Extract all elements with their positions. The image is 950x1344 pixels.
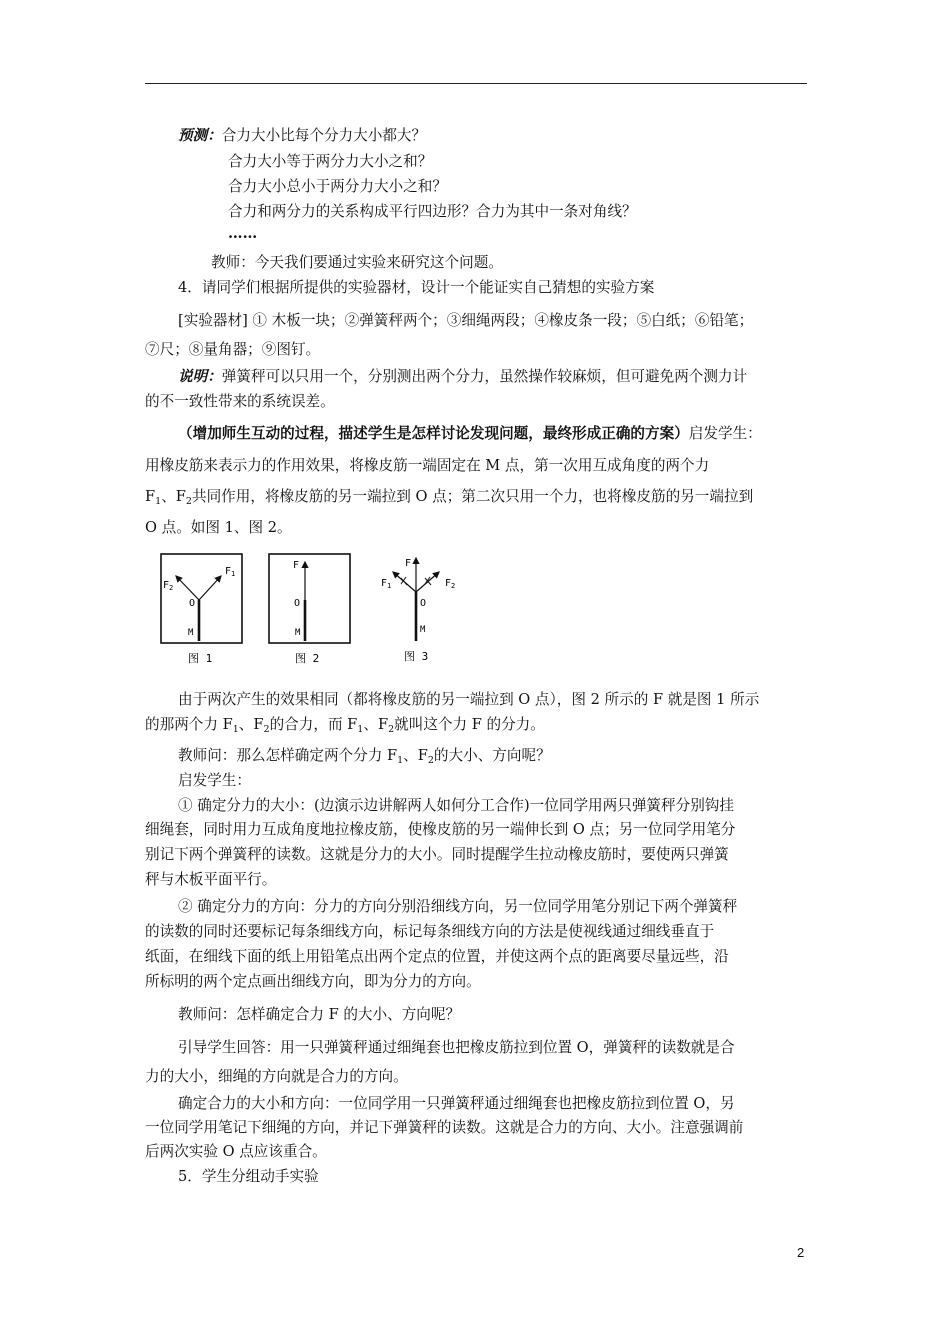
explain-text: 、F bbox=[238, 716, 264, 733]
figure-1-f2-label: $F_2$ bbox=[163, 580, 174, 592]
figure-caption: 图 3 bbox=[404, 650, 429, 663]
direction-line-3: 纸面，在细线下面的纸上用铅笔点出两个定点的位置，并使这两个点的距离要尽量远些，沿 bbox=[145, 948, 729, 965]
magnitude-line-4: 秤与木板平面平行。 bbox=[145, 871, 277, 888]
note-text: 弹簧秤可以只用一个，分别测出两个分力，虽然操作较麻烦，但可避免两个测力计 bbox=[221, 368, 748, 385]
interaction-line-1 bbox=[178, 424, 762, 444]
force-figure bbox=[155, 548, 475, 670]
figure-caption: 图 2 bbox=[295, 652, 320, 665]
step-5: 5．学生分组动手实验 bbox=[178, 1168, 319, 1185]
figure-3-f2-arrow bbox=[416, 572, 439, 592]
prediction-line-1 bbox=[178, 126, 426, 146]
explain-line-2: 的那两个力 $F_1$、$F_2$的合力，而 $F_1$、$F_2$就叫这个力 F 的分力。 bbox=[145, 716, 545, 735]
figure-3-f2-label: $F_2$ bbox=[445, 578, 456, 590]
figure-3-f-label: F bbox=[405, 558, 412, 569]
interaction-line-3-text: 共同作用，将橡皮筋的另一端拉到 O 点；第二次只用一个力，也将橡皮筋的另一端拉到 bbox=[191, 488, 754, 505]
figure-2-m-label: M bbox=[295, 628, 301, 638]
prediction-label: 预测： bbox=[178, 127, 222, 144]
question-text: 的大小、方向呢？ bbox=[433, 747, 551, 764]
prediction-item: 合力大小比每个分力大小都大？ bbox=[221, 127, 427, 144]
figure-caption: 图 1 bbox=[188, 652, 213, 665]
magnitude-line-3: 别记下两个弹簧秤的读数。这就是分力的大小。同时提醒学生拉动橡皮筋时，要使两只弹簧 bbox=[145, 846, 729, 863]
interaction-rest: 启发学生： bbox=[688, 425, 762, 442]
resultant-line-3: 后两次实验 O 点应该重合。 bbox=[145, 1143, 327, 1160]
header-rule bbox=[145, 83, 807, 84]
equipment-line-1: [实验器材] ① 木板一块；②弹簧秤两个；③细绳两段；④橡皮条一段；⑤白纸；⑥铅笔； bbox=[178, 312, 754, 329]
interaction-bold: （增加师生互动的过程，描述学生是怎样讨论发现问题，最终形成正确的方案） bbox=[178, 425, 689, 442]
interaction-line-2: 用橡皮筋来表示力的作用效果，将橡皮筋一端固定在 M 点，第一次用互成角度的两个力 bbox=[145, 457, 710, 474]
figure-1-m-label: M bbox=[188, 628, 194, 638]
figure-1-f1-label: $F_1$ bbox=[225, 566, 236, 578]
figure-1-f2-arrow bbox=[176, 576, 199, 600]
note-line-1 bbox=[178, 367, 747, 387]
question-text: 、F bbox=[403, 747, 428, 764]
explain-text: 的那两个力 F bbox=[145, 716, 233, 733]
explain-text: 的合力，而 F bbox=[269, 716, 358, 733]
interaction-line-3: $F_1$、$F_2$共同作用，将橡皮筋的另一端拉到 O 点；第二次只用一个力，也将橡皮筋的另一端拉到 bbox=[145, 488, 754, 507]
explain-line-1: 由于两次产生的效果相同（都将橡皮筋的另一端拉到 O 点），图 2 所示的 F 就是图 1 所示 bbox=[178, 691, 760, 708]
interaction-line-4: O 点。如图 1、图 2。 bbox=[145, 519, 292, 536]
prediction-ellipsis: …… bbox=[228, 225, 258, 242]
force-diagrams bbox=[155, 548, 475, 670]
figure-3-m-label: M bbox=[420, 625, 426, 635]
question-text: 教师问：那么怎样确定两个分力 F bbox=[178, 747, 398, 764]
question-1: 教师问：那么怎样确定两个分力 $F_1$、$F_2$的大小、方向呢？ bbox=[178, 747, 551, 766]
resultant-line-2: 一位同学用笔记下细绳的方向，并记下弹簧秤的读数。这就是合力的方向、大小。注意强调前 bbox=[145, 1119, 744, 1136]
note-line-2: 的不一致性带来的系统误差。 bbox=[145, 393, 335, 410]
teacher-intro: 教师：今天我们要通过实验来研究这个问题。 bbox=[211, 254, 503, 271]
prediction-item: 合力大小总小于两分力大小之和？ bbox=[228, 178, 447, 195]
figure-2-f-label: F bbox=[293, 560, 300, 571]
figure-1-o-label: O bbox=[189, 598, 196, 609]
prediction-item: 合力大小等于两分力大小之和？ bbox=[228, 153, 433, 170]
magnitude-line-2: 细绳套，同时用力互成角度地拉橡皮筋，使橡皮筋的另一端伸长到 O 点；另一位同学用笔分 bbox=[145, 821, 736, 838]
equipment-line-2: ⑦尺；⑧量角器；⑨图钉。 bbox=[145, 341, 321, 358]
question-2: 教师问：怎样确定合力 F 的大小、方向呢？ bbox=[178, 1006, 461, 1023]
direction-line-4: 所标明的两个定点画出细线方向，即为分力的方向。 bbox=[145, 973, 481, 990]
explain-text: 就叫这个力 F 的分力。 bbox=[394, 716, 545, 733]
direction-line-1: ② 确定分力的方向：分力的方向分别沿细线方向，另一位同学用笔分别记下两个弹簧秤 bbox=[178, 898, 738, 915]
figure-3-f1-label: $F_1$ bbox=[381, 578, 392, 590]
figure-2-o-label: O bbox=[294, 598, 301, 609]
explain-text: 、F bbox=[363, 716, 389, 733]
figure-1-f1-arrow bbox=[199, 576, 221, 600]
guide-line-1: 引导学生回答：用一只弹簧秤通过细绳套也把橡皮筋拉到位置 O，弹簧秤的读数就是合 bbox=[178, 1039, 735, 1056]
direction-line-2: 的读数的同时还要标记每条细线方向，标记每条细线方向的方法是使视线通过细线垂直于 bbox=[145, 923, 715, 940]
page-number: 2 bbox=[797, 1245, 805, 1260]
figure-2-board bbox=[269, 554, 350, 643]
guide-line-2: 力的大小，细绳的方向就是合力的方向。 bbox=[145, 1068, 408, 1085]
prediction-item: 合力和两分力的关系构成平行四边形？合力为其中一条对角线？ bbox=[228, 203, 637, 220]
inspire-label: 启发学生： bbox=[178, 772, 251, 789]
figure-3-o-label: O bbox=[420, 598, 427, 609]
step-4: 4．请同学们根据所提供的实验器材，设计一个能证实自己猜想的实验方案 bbox=[178, 279, 655, 296]
resultant-line-1: 确定合力的大小和方向：一位同学用一只弹簧秤通过细绳套也把橡皮筋拉到位置 O，另 bbox=[178, 1095, 735, 1112]
magnitude-line-1: ① 确定分力的大小：(边演示边讲解两人如何分工合作)一位同学用两只弹簧秤分别钩挂 bbox=[178, 797, 734, 814]
note-label: 说明： bbox=[178, 368, 222, 385]
